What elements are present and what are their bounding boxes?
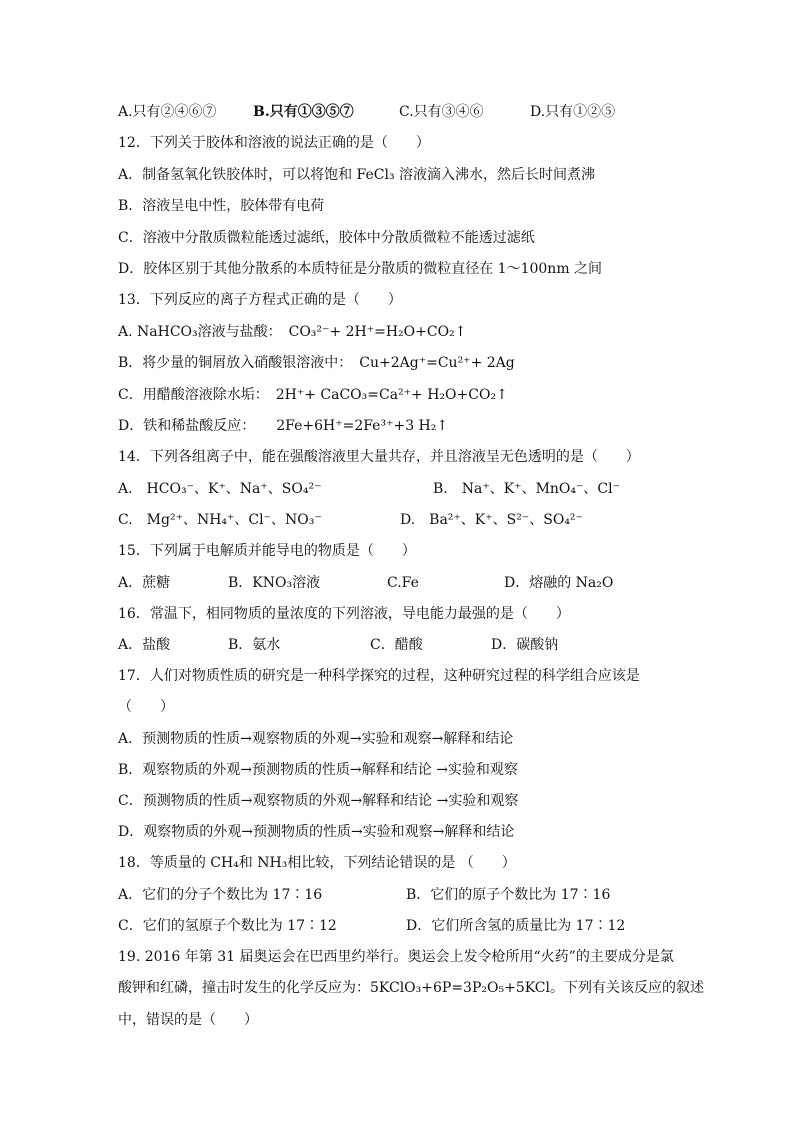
q12-option-d: D．胶体区别于其他分散系的本质特征是分散质的微粒直径在 1～100nm 之间	[118, 261, 603, 277]
q14-option-c: C. Mg²⁺、NH₄⁺、Cl⁻、NO₃⁻	[118, 512, 322, 528]
q15-option-a: A．蔗糖	[118, 575, 171, 591]
q13-option-a: A. NaHCO₃溶液与盐酸： CO₃²⁻+ 2H⁺=H₂O+CO₂↑	[118, 324, 467, 340]
q19-line-3: 中，错误的是（ ）	[118, 1012, 258, 1028]
q11-option-c: C.只有③④⑥	[399, 104, 484, 120]
q13-option-d: D．铁和稀盐酸反应： 2Fe+6H⁺=2Fe³⁺+3 H₂↑	[118, 418, 449, 434]
q12-option-c: C．溶液中分散质微粒能透过滤纸，胶体中分散质微粒不能透过滤纸	[118, 230, 535, 246]
q16-stem: 16．常温下，相同物质的量浓度的下列溶液，导电能力最强的是（ ）	[118, 606, 570, 622]
q17-option-b: B．观察物质的外观→预测物质的性质→解释和结论 →实验和观察	[118, 762, 518, 778]
q11-option-a: A.只有②④⑥⑦	[118, 104, 217, 120]
q17-stem: 17．人们对物质性质的研究是一种科学探究的过程，这种研究过程的科学组合应该是	[118, 668, 640, 684]
q16-option-a: A．盐酸	[118, 637, 171, 653]
q13-stem: 13．下列反应的离子方程式正确的是（ ）	[118, 292, 402, 308]
q13-option-b: B．将少量的铜屑放入硝酸银溶液中： Cu+2Ag⁺=Cu²⁺+ 2Ag	[118, 355, 515, 371]
q18-option-a: A．它们的分子个数比为 17∶16	[118, 887, 323, 903]
q17-option-d: D．观察物质的外观→预测物质的性质→实验和观察→解释和结论	[118, 824, 515, 840]
q18-stem: 18．等质量的 CH₄和 NH₃相比较，下列结论错误的是 （ ）	[118, 855, 516, 871]
q16-option-d: D．碳酸钠	[491, 637, 559, 653]
q16-option-b: B．氨水	[228, 637, 281, 653]
q12-stem: 12．下列关于胶体和溶液的说法正确的是（ ）	[118, 135, 430, 151]
q14-option-b: B. Na⁺、K⁺、MnO₄⁻、Cl⁻	[433, 481, 620, 497]
q11-option-d: D.只有①②⑤	[530, 104, 616, 120]
q13-option-c: C．用醋酸溶液除水垢： 2H⁺+ CaCO₃=Ca²⁺+ H₂O+CO₂↑	[118, 387, 508, 403]
q19-line-2: 酸钾和红磷，撞击时发生的化学反应为：5KClO₃+6P=3P₂O₅+5KCl。下列有关该反应的叙述	[118, 980, 704, 996]
q15-option-d: D．熔融的 Na₂O	[504, 575, 614, 591]
q17-option-c: C．预测物质的性质→观察物质的外观→解释和结论 →实验和观察	[118, 793, 519, 809]
q11-option-b: B.只有①③⑤⑦	[253, 104, 354, 120]
q15-option-c: C.Fe	[387, 575, 419, 591]
q16-option-c: C．醋酸	[370, 637, 423, 653]
q17-stem-blank: （ ）	[118, 699, 174, 715]
q19-line-1: 19. 2016 年第 31 届奥运会在巴西里约举行。奥运会上发令枪所用“火药”的主要成分是氯	[118, 949, 674, 965]
q18-option-c: C．它们的氢原子个数比为 17∶12	[118, 918, 337, 934]
q14-option-a: A. HCO₃⁻、K⁺、Na⁺、SO₄²⁻	[118, 481, 322, 497]
q17-option-a: A．预测物质的性质→观察物质的外观→实验和观察→解释和结论	[118, 731, 514, 747]
q18-option-d: D．它们所含氢的质量比为 17∶12	[406, 918, 626, 934]
q14-option-d: D. Ba²⁺、K⁺、S²⁻、SO₄²⁻	[400, 512, 583, 528]
q12-option-a: A．制备氢氧化铁胶体时，可以将饱和 FeCl₃ 溶液滴入沸水，然后长时间煮沸	[118, 167, 596, 183]
q14-stem: 14．下列各组离子中，能在强酸溶液里大量共存，并且溶液呈无色透明的是（ ）	[118, 449, 640, 465]
q15-option-b: B．KNO₃溶液	[228, 575, 321, 591]
q15-stem: 15．下列属于电解质并能导电的物质是（ ）	[118, 543, 416, 559]
q12-option-b: B．溶液呈电中性，胶体带有电荷	[118, 198, 325, 214]
q18-option-b: B．它们的原子个数比为 17∶16	[406, 887, 611, 903]
